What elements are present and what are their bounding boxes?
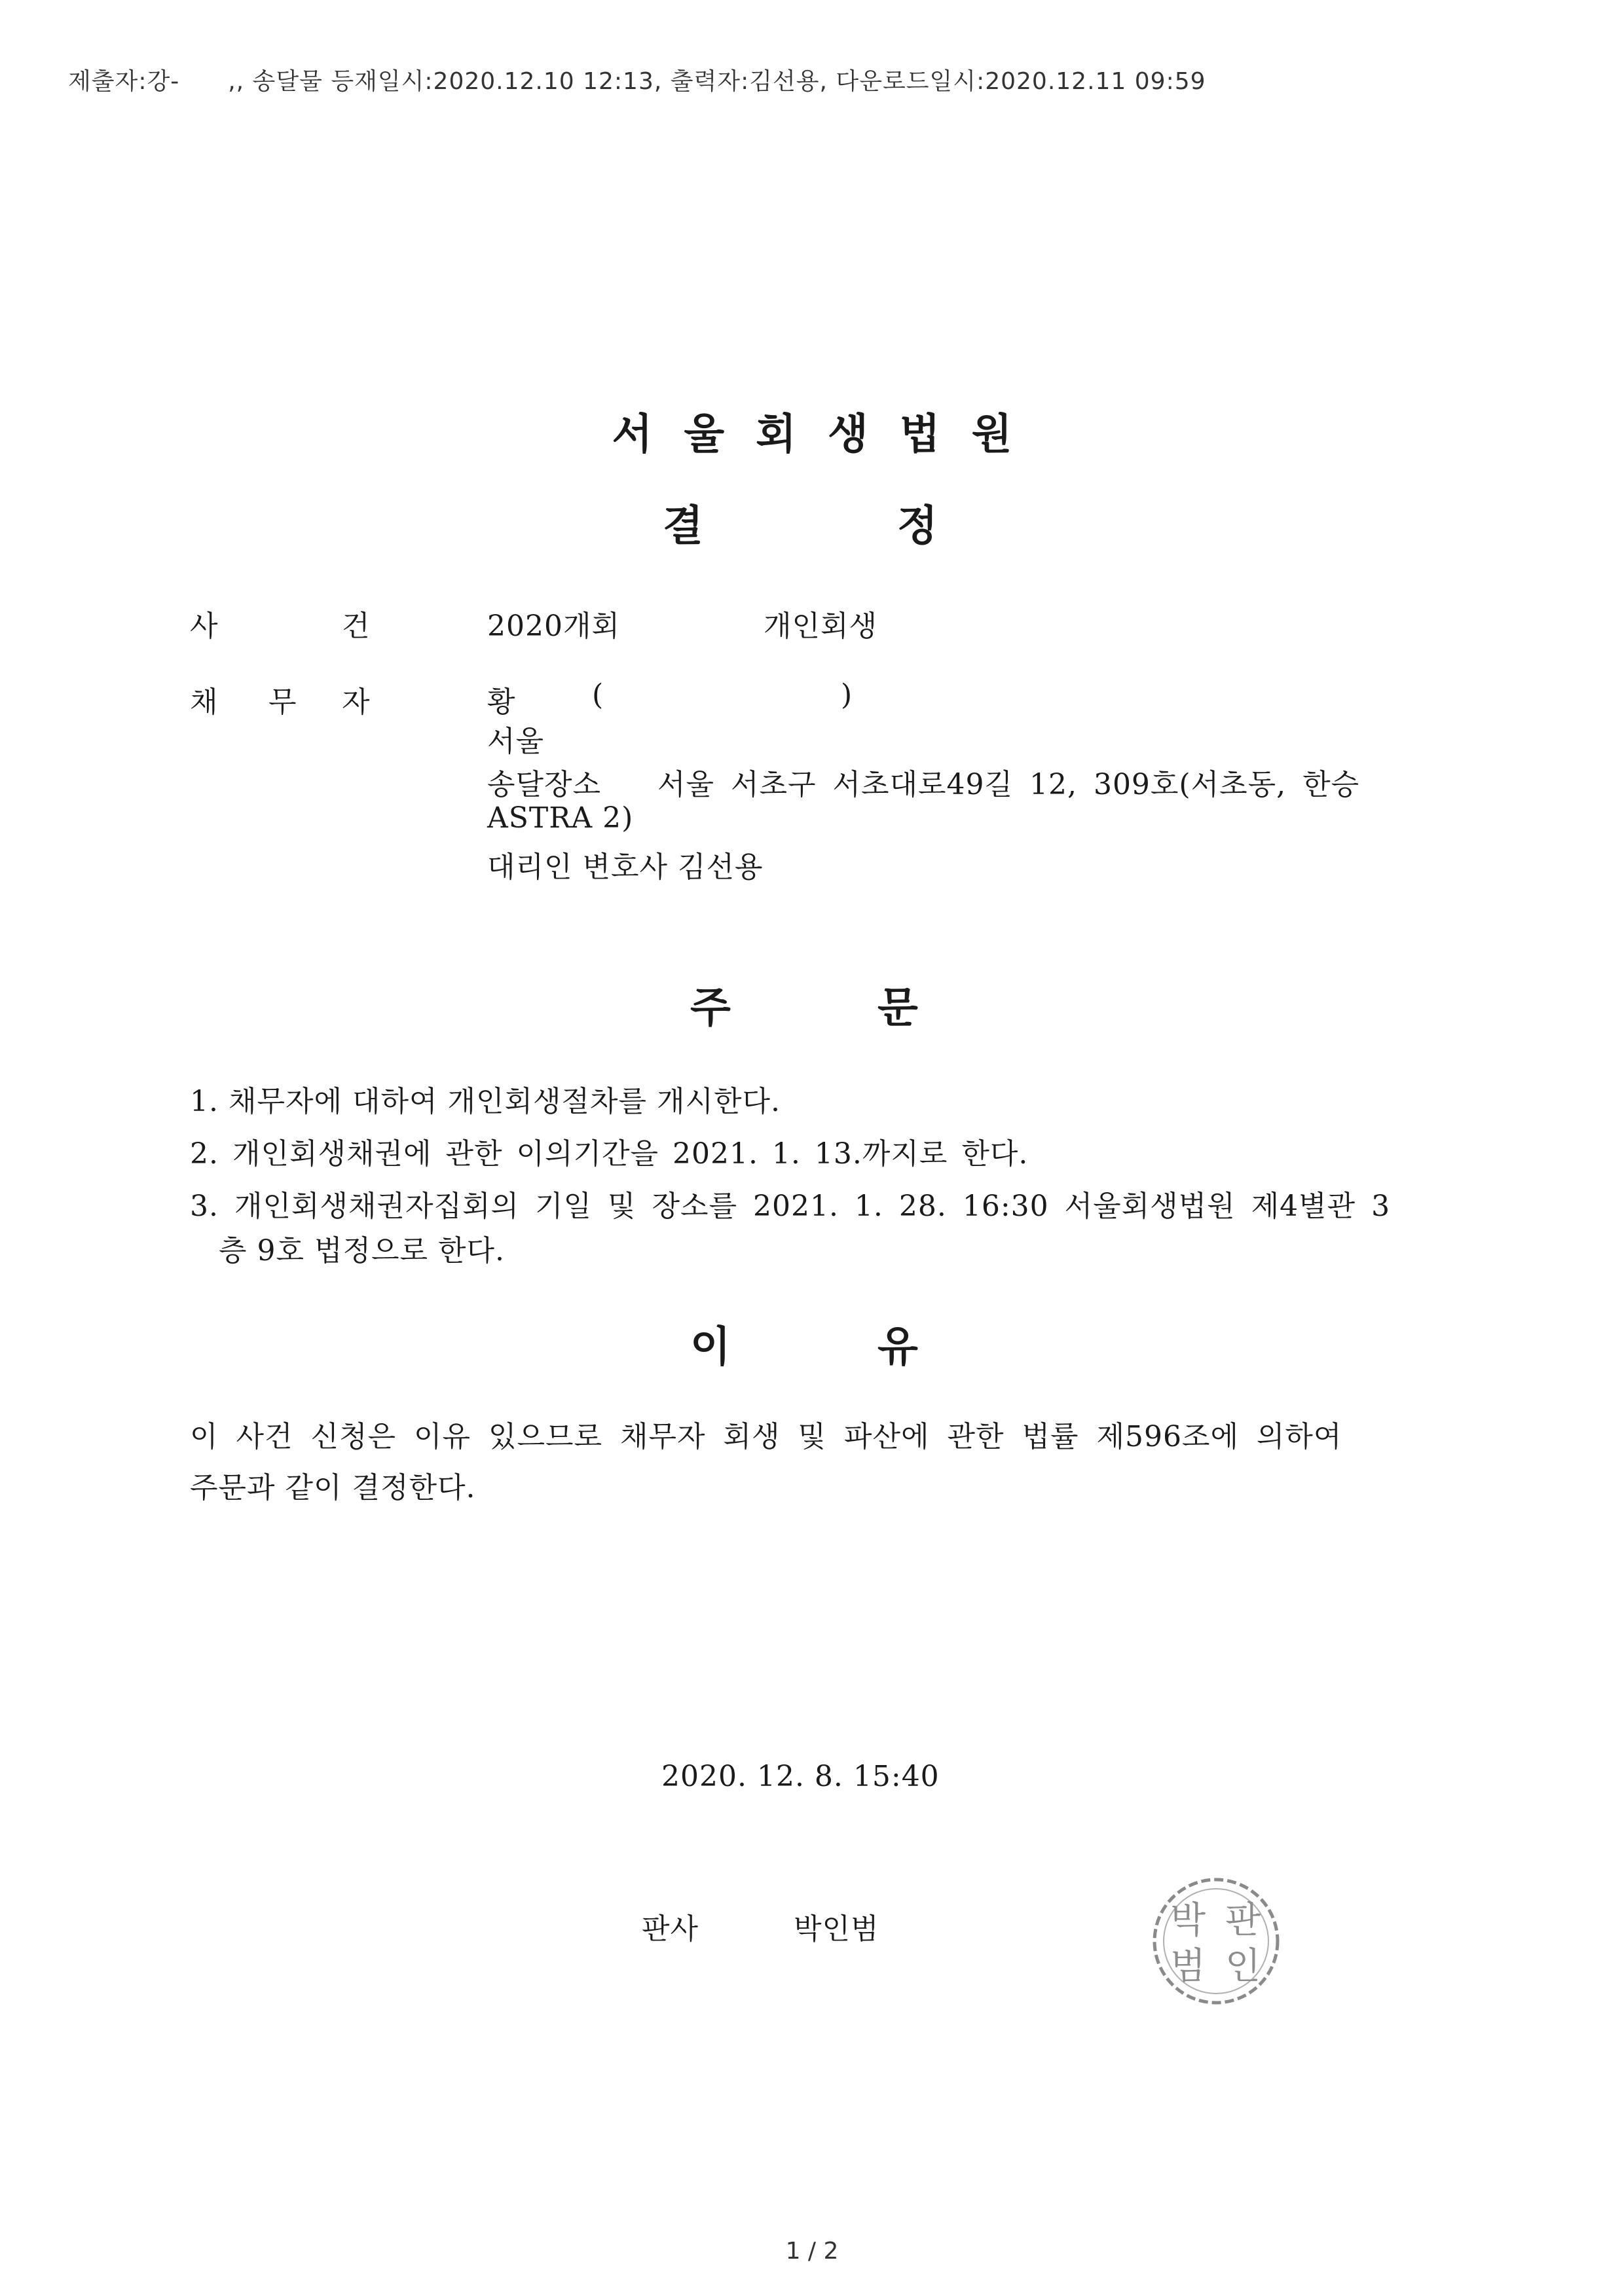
reason-heading-char-2: 유	[877, 1323, 918, 1372]
judge-seal	[1147, 1872, 1285, 2010]
document-type-char-1: 결	[663, 502, 703, 551]
order-item: 2. 개인회생채권에 관한 이의기간을 2021. 1. 13.까지로 한다.	[190, 1137, 1029, 1171]
debtor-label-char-1: 채	[190, 685, 218, 719]
submission-info: 제출자:강- ,, 송달물 등재일시:2020.12.10 12:13, 출력자:김선용, 다운로드일시:2020.12.11 09:59	[68, 68, 1206, 95]
delivery-label: 송달장소	[487, 768, 602, 801]
seal-char-3: 범	[1170, 1945, 1206, 1988]
order-item: 1. 채무자에 대하여 개인회생절차를 개시한다.	[190, 1085, 781, 1118]
document-type-char-2: 정	[897, 502, 938, 551]
seal-char-1: 박	[1170, 1899, 1206, 1942]
delivery-address-line-2: ASTRA 2)	[487, 801, 634, 835]
debtor-paren-close: )	[841, 678, 853, 712]
order-heading-char-2: 문	[877, 984, 918, 1032]
seal-char-4: 인	[1225, 1945, 1261, 1988]
order-heading	[0, 974, 1624, 1032]
debtor-label-char-3: 자	[342, 685, 370, 719]
reason-heading	[0, 1313, 1624, 1372]
debtor-paren-open: (	[592, 678, 604, 712]
page-number: 1 / 2	[785, 2238, 839, 2265]
case-type: 개인회생	[764, 610, 878, 643]
case-label-char-1: 사	[190, 610, 218, 643]
debtor-address: 서울	[487, 725, 545, 758]
case-number: 2020개회	[487, 610, 620, 643]
delivery-address-line-1: 서울 서초구 서초대로49길 12, 309호(서초동, 한승	[657, 768, 1360, 801]
debtor-agent: 대리인 변호사 김선용	[487, 850, 764, 884]
reason-heading-char-1: 이	[690, 1323, 731, 1372]
case-label-char-2: 건	[342, 610, 370, 643]
reason-line-2: 주문과 같이 결정한다.	[190, 1471, 476, 1504]
debtor-label-char-2: 무	[268, 685, 297, 719]
document-type-heading	[0, 492, 1624, 551]
decision-date: 2020. 12. 8. 15:40	[661, 1760, 940, 1793]
order-item-continuation: 층 9호 법정으로 한다.	[219, 1234, 505, 1267]
order-item: 3. 개인회생채권자집회의 기일 및 장소를 2021. 1. 28. 16:30 서울회생법원 제4별관 3	[190, 1190, 1391, 1223]
court-name: 서울회생법원	[612, 410, 1044, 459]
debtor-name: 황	[487, 685, 516, 719]
seal-char-2: 판	[1225, 1899, 1261, 1942]
judge-name: 박인범	[794, 1912, 879, 1946]
judge-title: 판사	[642, 1912, 699, 1946]
reason-line-1: 이 사건 신청은 이유 있으므로 채무자 회생 및 파산에 관한 법률 제596조에 의하여	[190, 1420, 1342, 1453]
order-heading-char-1: 주	[690, 984, 731, 1032]
